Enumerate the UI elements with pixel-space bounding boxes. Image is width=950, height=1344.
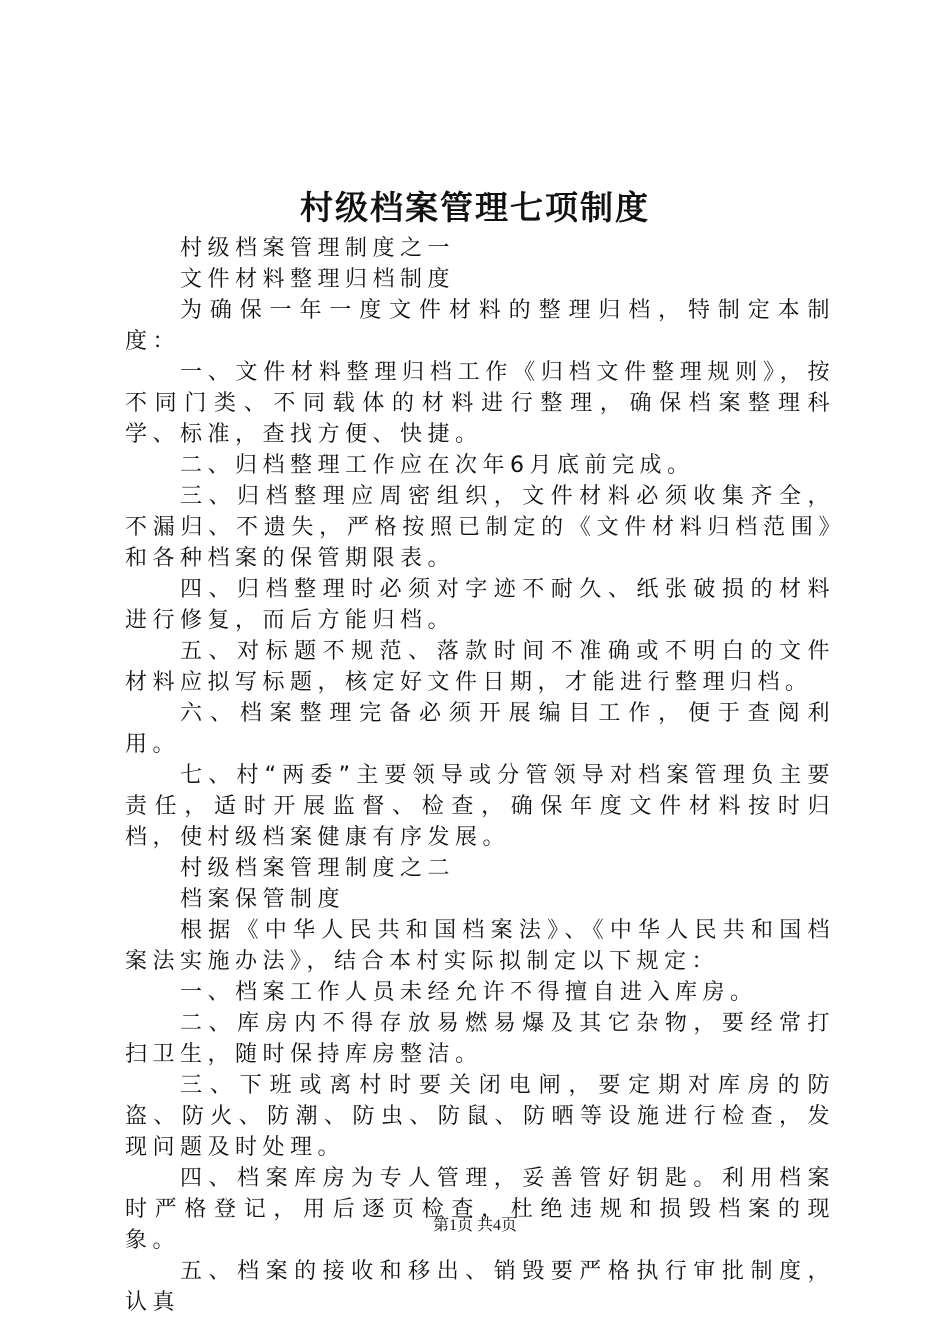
paragraph: 三、下班或离村时要关闭电闸，要定期对库房的防盗、防火、防潮、防虫、防鼠、防晒等设施进行检查，发现问题及时处理。 [125, 1073, 835, 1160]
paragraph: 文件材料整理归档制度 [180, 267, 456, 292]
paragraph: 村级档案管理制度之二 [180, 856, 456, 881]
page-footer: 第1页 共4页 [432, 1217, 517, 1234]
paragraph: 五、对标题不规范、落款时间不准确或不明白的文件材料应拟写标题，核定好文件日期，才能进行整理归档。 [125, 639, 835, 695]
paragraph: 档案保管制度 [180, 887, 346, 912]
paragraph: 为确保一年一度文件材料的整理归档，特制定本制度： [125, 298, 835, 354]
paragraph: 五、档案的接收和移出、销毁要严格执行审批制度，认真 [125, 1259, 835, 1315]
paragraph: 二、库房内不得存放易燃易爆及其它杂物，要经常打扫卫生，随时保持库房整洁。 [125, 1011, 835, 1067]
paragraph: 七、村“两委”主要领导或分管领导对档案管理负主要责任，适时开展监督、检查，确保年度文件材料按时归档，使村级档案健康有序发展。 [125, 763, 835, 850]
paragraph: 一、档案工作人员未经允许不得擅自进入库房。 [180, 980, 758, 1005]
paragraph: 四、档案库房为专人管理，妥善管好钥匙。利用档案时严格登记，用后逐页检查，杜绝违规和损毁档案的现象。 [125, 1166, 835, 1253]
paragraph: 六、档案整理完备必须开展编目工作，便于查阅利用。 [125, 701, 835, 757]
document-body [125, 233, 835, 1318]
document-title: 村级档案管理七项制度 [300, 188, 650, 227]
paragraph: 一、文件材料整理归档工作《归档文件整理规则》，按不同门类、不同载体的材料进行整理，确保档案整理科学、标准，查找方便、快捷。 [125, 360, 835, 447]
paragraph: 根据《中华人民共和国档案法》、《中华人民共和国档案法实施办法》，结合本村实际拟制定以下规定： [125, 918, 835, 974]
paragraph: 三、归档整理应周密组织，文件材料必须收集齐全，不漏归、不遗失，严格按照已制定的《文件材料归档范围》和各种档案的保管期限表。 [125, 484, 835, 571]
paragraph: 二、归档整理工作应在次年6月底前完成。 [180, 453, 695, 478]
paragraph: 四、归档整理时必须对字迹不耐久、纸张破损的材料进行修复，而后方能归档。 [125, 577, 835, 633]
paragraph: 村级档案管理制度之一 [180, 236, 456, 261]
